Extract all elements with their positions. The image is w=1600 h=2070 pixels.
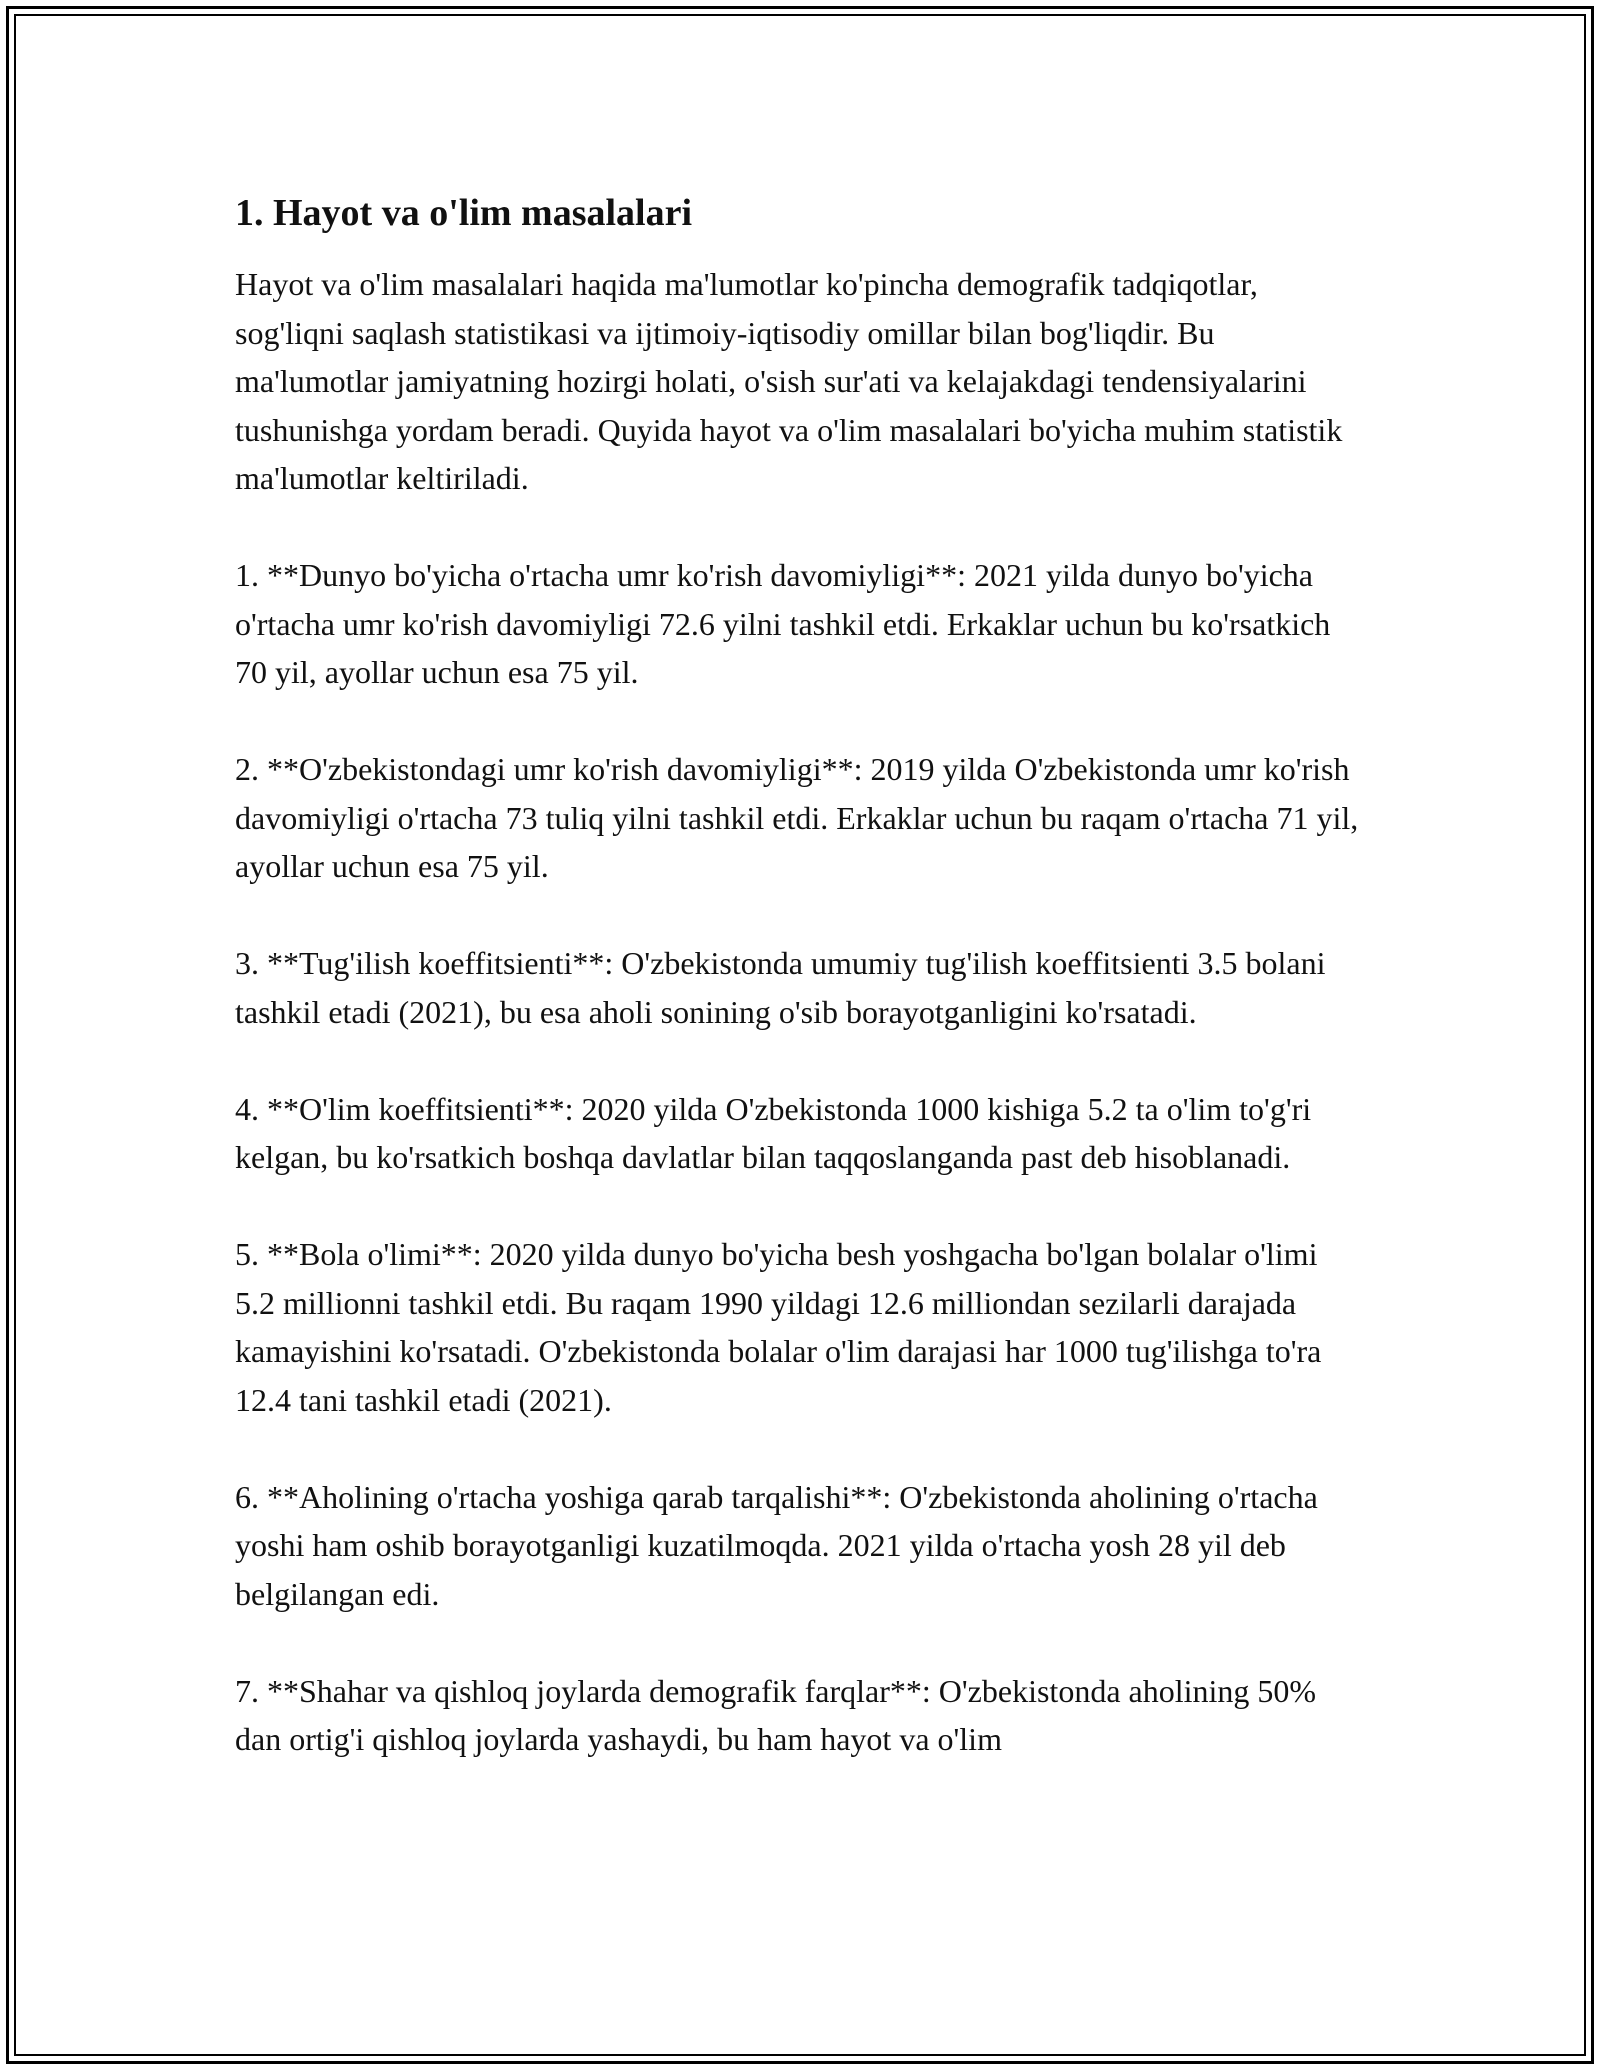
list-item-life-expectancy-uzbekistan: 2. **O'zbekistondagi umr ko'rish davomiyligi**: 2019 yilda O'zbekistonda umr ko'rish davomiyligi o'rtacha 73 tuliq yilni tashkil etdi. Erkaklar uchun bu raqam o'rtacha 71 yil, ayollar uchun esa 75 yil. [235,751,1359,884]
intro-paragraph: Hayot va o'lim masalalari haqida ma'lumotlar ko'pincha demografik tadqiqotlar, sog'liqni saqlash statistikasi va ijtimoiy-iqtisodiy omillar bilan bog'liqdir. Bu ma'lumotlar jamiyatning hozirgi holati, o'sish sur'ati va kelajakdagi tendensiyalarini tushunishga yordam beradi. Quyida hayot va o'lim masalalari bo'yicha muhim statistik ma'lumotlar keltiriladi. [235,266,1343,496]
document-body [235,188,1365,1764]
document-title: 1. Hayot va o'lim masalalari [235,192,693,234]
list-item-mortality-rate: 4. **O'lim koeffitsienti**: 2020 yilda O'zbekistonda 1000 kishiga 5.2 ta o'lim to'g'ri kelgan, bu ko'rsatkich boshqa davlatlar bilan taqqoslanganda past deb hisoblanadi. [235,1090,1312,1175]
list-item-median-age: 6. **Aholining o'rtacha yoshiga qarab tarqalishi**: O'zbekistonda aholining o'rtacha yoshi ham oshib borayotganligi kuzatilmoqda. 2021 yilda o'rtacha yosh 28 yil deb belgilangan edi. [235,1478,1318,1612]
list-item-fertility-rate: 3. **Tug'ilish koeffitsienti**: O'zbekistonda umumiy tug'ilish koeffitsienti 3.5 bolani tashkil etadi (2021), bu esa aholi sonining o'sib borayotganligini ko'rsatadi. [235,945,1326,1030]
list-item-child-mortality: 5. **Bola o'limi**: 2020 yilda dunyo bo'yicha besh yoshgacha bo'lgan bolalar o'limi 5.2 millionni tashkil etdi. Bu raqam 1990 yildagi 12.6 milliondan sezilarli darajada kamayishini ko'rsatadi. O'zbekistonda bolalar o'lim darajasi har 1000 tug'ilishga to'ra 12.4 tani tashkil etadi (2021). [235,1236,1322,1418]
list-item-urban-rural-differences: 7. **Shahar va qishloq joylarda demografik farqlar**: O'zbekistonda aholining 50% dan ortig'i qishloq joylarda yashaydi, bu ham hayot va o'lim [235,1672,1317,1757]
list-item-life-expectancy-world: 1. **Dunyo bo'yicha o'rtacha umr ko'rish davomiyligi**: 2021 yilda dunyo bo'yicha o'rtacha umr ko'rish davomiyligi 72.6 yilni tashkil etdi. Erkaklar uchun bu ko'rsatkich 70 yil, ayollar uchun esa 75 yil. [235,557,1331,690]
